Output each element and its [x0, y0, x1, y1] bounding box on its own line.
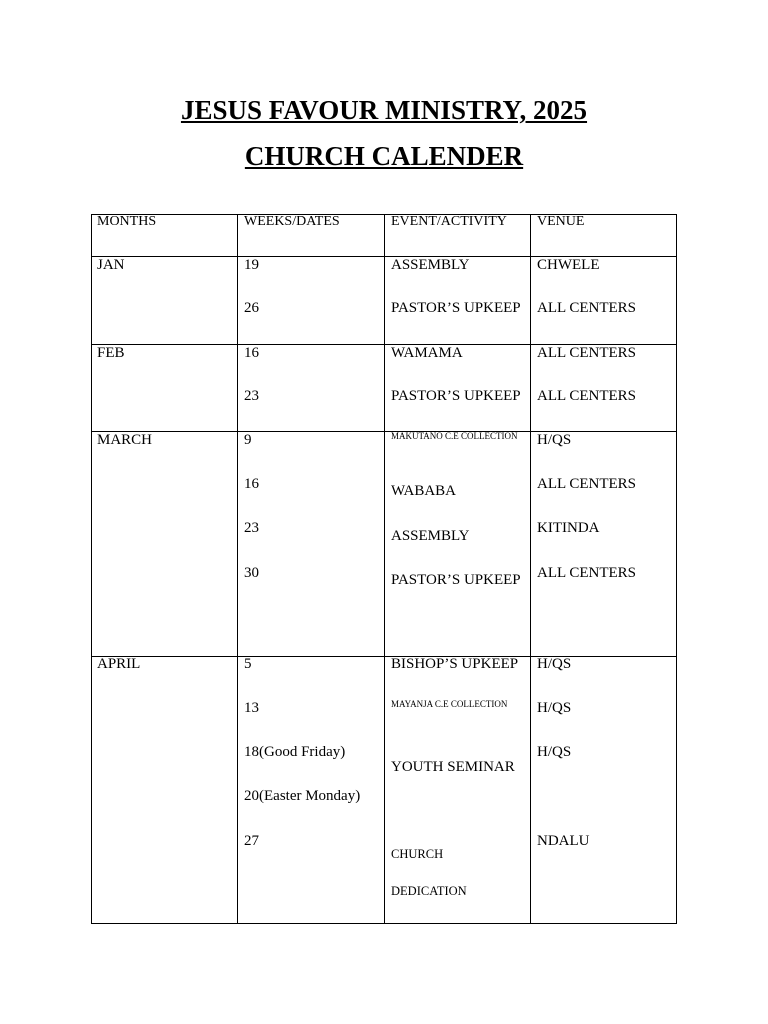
date-entry: 16 — [244, 345, 259, 361]
venue-entry: ALL CENTERS — [537, 300, 637, 316]
table-row-march — [92, 431, 676, 656]
date-entry: 13 — [244, 700, 259, 716]
table-row-april — [92, 656, 676, 923]
dates-cell — [237, 345, 384, 431]
venues-cell — [530, 345, 676, 431]
month-label: APRIL — [97, 656, 141, 672]
event-entry: MAYANJA C.E COLLECTION — [391, 699, 508, 709]
events-cell — [384, 345, 530, 431]
event-entry: WAMAMA — [391, 345, 463, 361]
header-cell-event — [384, 215, 530, 256]
venue-entry: ALL CENTERS — [537, 345, 637, 361]
venue-entry: ALL CENTERS — [537, 476, 637, 492]
event-entry: PASTOR’S UPKEEP — [391, 572, 521, 588]
venues-cell — [530, 432, 676, 656]
event-entry: ASSEMBLY — [391, 528, 470, 544]
header-cell-dates — [237, 215, 384, 256]
month-cell — [92, 432, 237, 656]
document-title-text: JESUS FAVOUR MINISTRY, 2025 — [180, 95, 588, 125]
date-entry: 18(Good Friday) — [244, 744, 346, 760]
event-entry: DEDICATION — [391, 884, 467, 898]
month-label: FEB — [97, 345, 125, 361]
event-entry: CHURCH — [391, 847, 444, 861]
table-header-row — [92, 215, 676, 256]
month-cell — [92, 657, 237, 923]
events-cell — [384, 657, 530, 923]
event-entry: BISHOP’S UPKEEP — [391, 656, 519, 672]
venue-entry: ALL CENTERS — [537, 565, 637, 581]
month-label: JAN — [97, 257, 125, 273]
venues-cell — [530, 257, 676, 344]
date-entry: 20(Easter Monday) — [244, 788, 361, 804]
date-entry: 16 — [244, 476, 259, 492]
event-entry: WABABA — [391, 483, 457, 499]
events-cell — [384, 257, 530, 344]
date-entry: 27 — [244, 833, 259, 849]
document-title — [0, 94, 768, 126]
venue-entry: H/QS — [537, 656, 572, 672]
header-label: MONTHS — [97, 214, 157, 229]
header-label: VENUE — [537, 214, 585, 229]
header-cell-venue — [530, 215, 676, 256]
document-subtitle — [0, 140, 768, 172]
document-subtitle-text: CHURCH CALENDER — [244, 141, 524, 171]
venue-entry: H/QS — [537, 744, 572, 760]
month-cell — [92, 345, 237, 431]
table-row-jan — [92, 256, 676, 344]
event-entry: PASTOR’S UPKEEP — [391, 388, 521, 404]
date-entry: 23 — [244, 388, 259, 404]
date-entry: 23 — [244, 520, 259, 536]
header-label: WEEKS/DATES — [244, 214, 340, 229]
event-entry: MAKUTANO C.E COLLECTION — [391, 431, 518, 441]
date-entry: 26 — [244, 300, 259, 316]
date-entry: 9 — [244, 432, 252, 448]
venue-entry: ALL CENTERS — [537, 388, 637, 404]
date-entry: 30 — [244, 565, 259, 581]
date-entry: 5 — [244, 656, 252, 672]
month-label: MARCH — [97, 432, 153, 448]
event-entry: YOUTH SEMINAR — [391, 759, 515, 775]
event-entry: ASSEMBLY — [391, 257, 470, 273]
header-cell-months — [92, 215, 237, 256]
venues-cell — [530, 657, 676, 923]
venue-entry: H/QS — [537, 432, 572, 448]
month-cell — [92, 257, 237, 344]
date-entry: 19 — [244, 257, 259, 273]
venue-entry: NDALU — [537, 833, 590, 849]
venue-entry: H/QS — [537, 700, 572, 716]
dates-cell — [237, 657, 384, 923]
dates-cell — [237, 257, 384, 344]
header-label: EVENT/ACTIVITY — [391, 214, 507, 229]
dates-cell — [237, 432, 384, 656]
table-row-feb — [92, 344, 676, 431]
events-cell — [384, 432, 530, 656]
venue-entry: KITINDA — [537, 520, 600, 536]
venue-entry: CHWELE — [537, 257, 600, 273]
calendar-table — [91, 214, 677, 924]
event-entry: PASTOR’S UPKEEP — [391, 300, 521, 316]
